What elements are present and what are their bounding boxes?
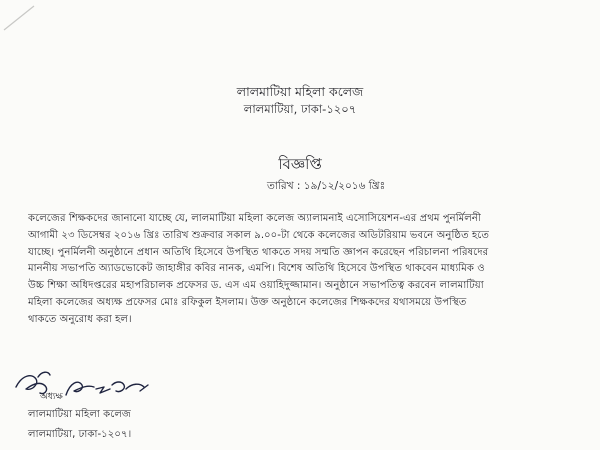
body-line: যাচ্ছে। পুনর্মিলনী অনুষ্ঠানে প্রধান অতিথি হিসেবে উপস্থিত থাকতে সদয় সম্মতি জ্ঞাপন করেছেন পরিচালনা পরিষদের xyxy=(28,246,489,258)
body-line: কলেজের শিক্ষকদের জানানো যাচ্ছে যে, লালমাটিয়া মহিলা কলেজ অ্যালামনাই এসোসিয়েশন-এর প্রথম পুনর্মিলনী xyxy=(28,213,481,224)
institution-name: লালমাটিয়া মহিলা কলেজ xyxy=(236,84,364,99)
letterhead xyxy=(0,84,600,117)
body-line: উচ্চ শিক্ষা অধিদপ্তরের মহাপরিচালক প্রফেসর ড. এস এম ওয়াহিদুজ্জামান। অনুষ্ঠানে সভাপতিত্ব করবেন লালমাটিয়া xyxy=(28,280,484,292)
notice-body xyxy=(28,211,588,329)
body-line: মাননীয় সভাপতি অ্যাডভোকেট জাহাঙ্গীর কবির নানক, এমপি। বিশেষ অতিথি হিসেবে উপস্থিত থাকবেন মাধ্যমিক ও xyxy=(28,263,485,275)
institution-address: লালমাটিয়া, ঢাকা-১২০৭ xyxy=(243,102,357,116)
body-line: আগামী ২৩ ডিসেম্বর ২০১৬ খ্রিঃ তারিখ শুক্রবার সকাল ৯.০০-টা থেকে কলেজের অডিটরিয়াম ভবনে অনুষ্ঠিত হতে xyxy=(28,229,490,241)
notice-title: বিজ্ঞপ্তি xyxy=(278,155,322,173)
signatory-institution: লালমাটিয়া মহিলা কলেজ xyxy=(28,409,132,420)
corner-scan-mark xyxy=(0,0,40,40)
body-line: মহিলা কলেজের অধ্যক্ষ প্রফেসর মোঃ রফিকুল ইসলাম। উক্ত অনুষ্ঠানে কলেজের শিক্ষকদের যথাসময়ে উপস্থিত xyxy=(28,296,467,308)
notice-date: তারিখ : ১৯/১২/২০১৬ খ্রিঃ xyxy=(267,180,386,192)
handwritten-signature xyxy=(8,365,168,403)
body-line: থাকতে অনুরোধ করা হল। xyxy=(28,313,132,325)
signatory-address: লালমাটিয়া, ঢাকা-১২০৭। xyxy=(28,429,132,440)
signatory-title: অধ্যক্ষ xyxy=(40,392,63,402)
